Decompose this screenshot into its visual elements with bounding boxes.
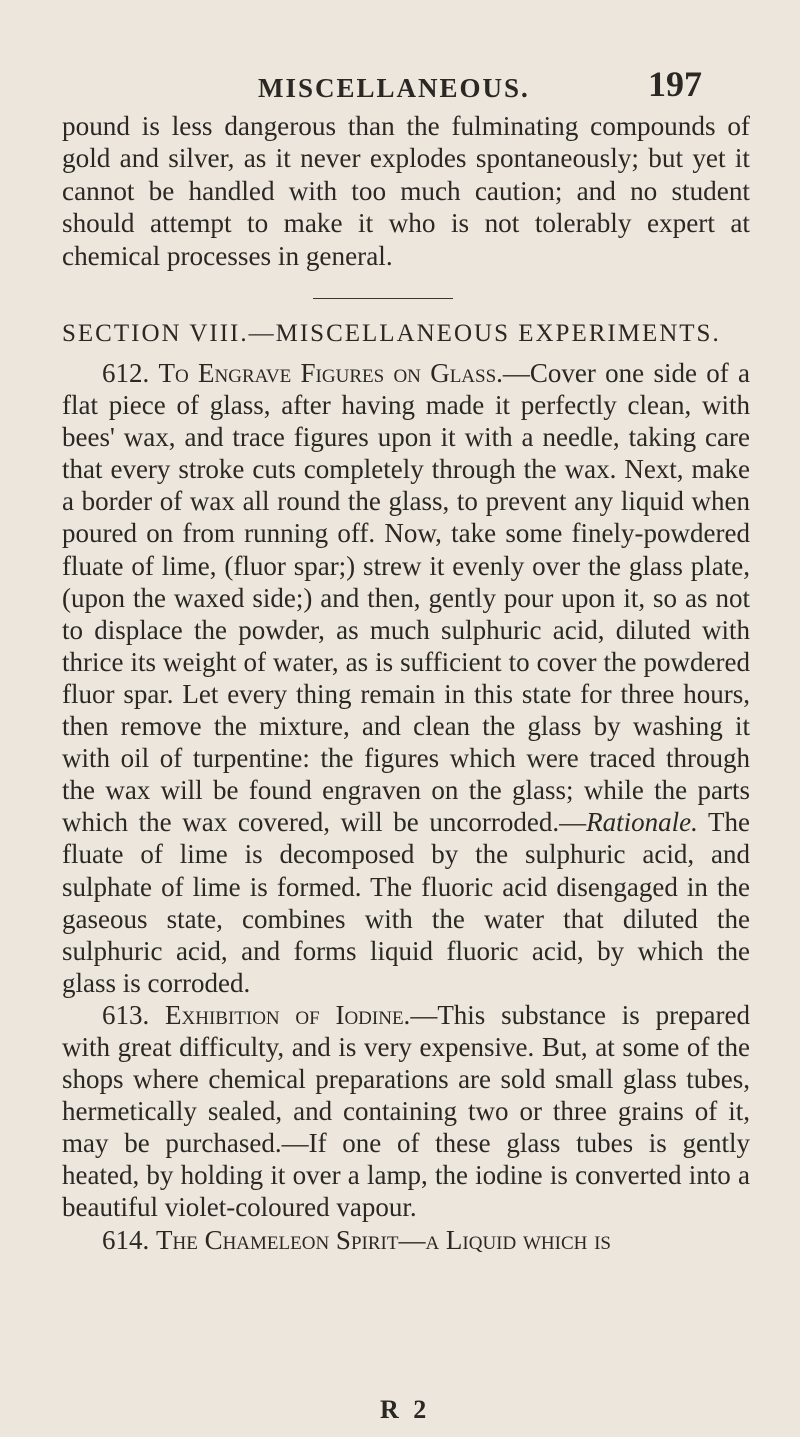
intro-text: pound is less dangerous than the fulminating compounds of gold and silver, as it never explodes spontaneously; but yet it cannot be handled with too much caution; and no student should attempt to make it who is not tolerably expert at chemical processes in general. (62, 111, 750, 271)
article-612 (62, 357, 750, 999)
rationale-text: The fluate of lime is decomposed by the sulphuric acid, and sulphate of lime is formed. The fluoric acid disengaged in the gaseous state, combines with the water that diluted the sulphuric acid, and forms liquid fluoric acid, by which the glass is corroded. (62, 807, 750, 998)
article-number: 613. (102, 999, 150, 1030)
article-614 (62, 1224, 750, 1256)
article-number: 612. (102, 358, 150, 388)
rationale-label: Rationale. (586, 807, 698, 838)
signature-mark: R 2 (380, 1395, 431, 1424)
article-title: The Chameleon Spirit—a Liquid which is (156, 1224, 611, 1255)
article-body: —Cover one side of a flat piece of glass, after having made it perfectly clean, with bees' wax, and trace figures upon it with a needle, taking care that every stroke cuts completely through the wax. Next, make a border of wax all round the glass, to prevent any liquid when poured on from running off. Now, take some finely-powdered fluate of lime, (fluor spar;) strew it evenly over the glass plate, (upon the waxed side;) and then, gently pour upon it, so as not to displace the powder, as much sulphuric acid, diluted with thrice its weight of water, as is sufficient to cover the powdered fluor spar. Let every thing remain in this state for three hours, then remove the mixture, and clean the glass by washing it with oil of turpentine: the figures which were traced through the wax will be found engraven on the glass; while the parts which the wax covered, will be uncorroded.— (62, 358, 750, 838)
article-title: To Engrave Figures on Glass. (158, 358, 503, 388)
section-divider (313, 298, 453, 299)
article-613 (62, 999, 750, 1224)
continued-paragraph (62, 110, 750, 272)
page-header (0, 55, 800, 104)
article-title: Exhibition of Iodine. (165, 999, 411, 1030)
running-head: MISCELLANEOUS. (258, 73, 530, 103)
article-number: 614. (102, 1224, 150, 1255)
article-body: —This substance is prepared with great difficulty, and is very expensive. But, at some of the shops where chemical preparations are sold small glass tubes, hermetically sealed, and containing two or three grains of it, may be purchased.—If one of these glass tubes is gently heated, by holding it over a lamp, the iodine is converted into a beautiful violet-coloured vapour. (62, 999, 751, 1223)
page-number: 197 (648, 64, 702, 104)
section-body (62, 357, 750, 1256)
section-heading: SECTION VIII.—MISCELLANEOUS EXPERIMENTS. (62, 320, 721, 347)
